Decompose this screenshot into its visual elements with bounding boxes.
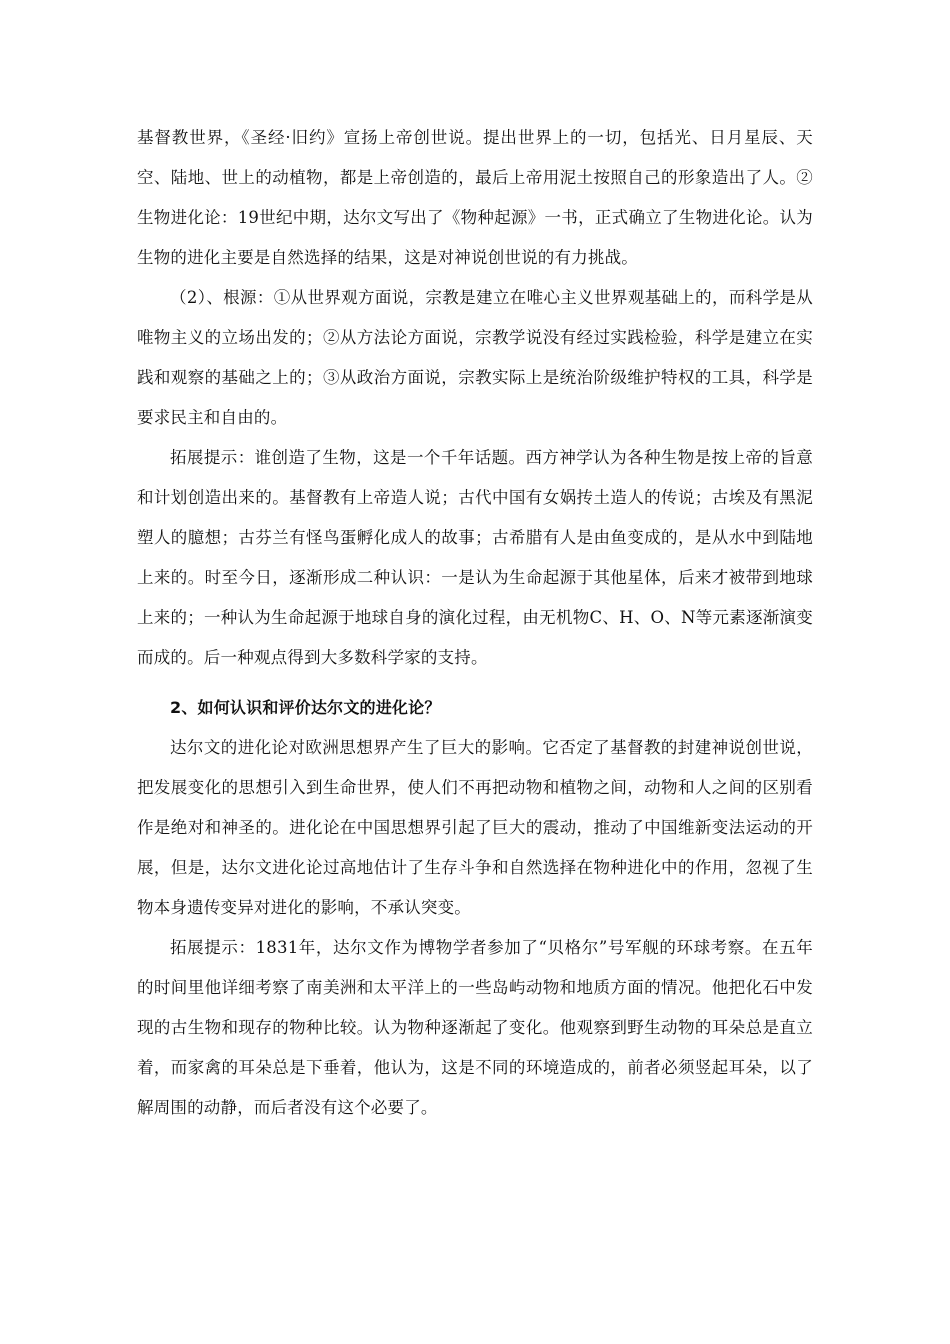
paragraph-darwin-evaluation: 达尔文的进化论对欧洲思想界产生了巨大的影响。它否定了基督教的封建神说创世说，把发展变化的思想引入到生命世界，使人们不再把动物和植物之间，动物和人之间的区别看作是绝对和神圣的。进化论在中国思想界引起了巨大的震动，推动了中国维新变法运动的开展，但是，达尔文进化论过高地估计了生存斗争和自然选择在物种进化中的作用，忽视了生物本身遗传变异对进化的影响，不承认突变。 (137, 738, 813, 917)
paragraph-creationism: 基督教世界，《圣经·旧约》宣扬上帝创世说。提出世界上的一切，包括光、日月星辰、天空、陆地、世上的动植物，都是上帝创造的，最后上帝用泥土按照自己的形象造出了人。②生物进化论：19世纪中期，达尔文写出了《物种起源》一书，正式确立了生物进化论。认为生物的进化主要是自然选择的结果，这是对神说创世说的有力挑战。 (137, 128, 813, 267)
paragraph-roots: （2）、根源：①从世界观方面说，宗教是建立在唯心主义世界观基础上的，而科学是从唯物主义的立场出发的；②从方法论方面说，宗教学说没有经过实践检验，科学是建立在实践和观察的基础之上的；③从政治方面说，宗教实际上是统治阶级维护特权的工具，科学是要求民主和自由的。 (137, 288, 813, 427)
section-heading-darwin: 2、如何认识和评价达尔文的进化论？ (170, 698, 441, 717)
paragraph-extension-tip-1: 拓展提示：谁创造了生物，这是一个千年话题。西方神学认为各种生物是按上帝的旨意和计划创造出来的。基督教有上帝造人说；古代中国有女娲抟土造人的传说；古埃及有黑泥塑人的臆想；古芬兰有怪鸟蛋孵化成人的故事；古希腊有人是由鱼变成的，是从水中到陆地上来的。时至今日，逐渐形成二种认识：一是认为生命起源于其他星体，后来才被带到地球上来的；一种认为生命起源于地球自身的演化过程，由无机物C、H、O、N等元素逐渐演变而成的。后一种观点得到大多数科学家的支持。 (137, 448, 813, 667)
document-body (137, 118, 813, 1128)
paragraph-extension-tip-2: 拓展提示：1831年，达尔文作为博物学者参加了“贝格尔”号军舰的环球考察。在五年的时间里他详细考察了南美洲和太平洋上的一些岛屿动物和地质方面的情况。他把化石中发现的古生物和现存的物种比较。认为物种逐渐起了变化。他观察到野生动物的耳朵总是直立着，而家禽的耳朵总是下垂着，他认为，这是不同的环境造成的，前者必须竖起耳朵，以了解周围的动静，而后者没有这个必要了。 (137, 938, 813, 1117)
